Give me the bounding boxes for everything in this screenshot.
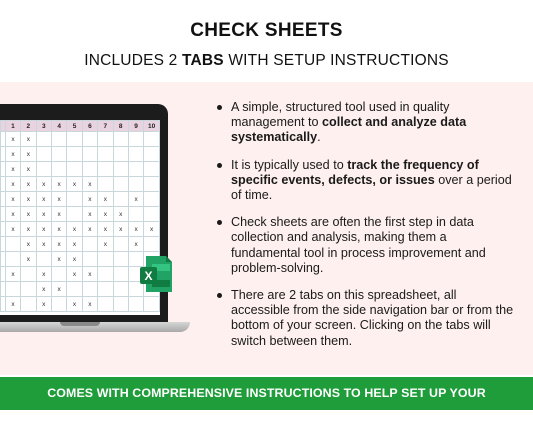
grid-cell[interactable]	[128, 162, 143, 177]
grid-row	[1, 162, 160, 177]
grid-row	[1, 177, 160, 192]
grid-cell[interactable]	[113, 267, 128, 282]
grid-cell[interactable]: x	[21, 207, 36, 222]
grid-cell[interactable]: x	[5, 267, 20, 282]
grid-cell[interactable]: x	[51, 207, 66, 222]
grid-cell[interactable]: x	[128, 192, 143, 207]
excel-icon-letter: X	[144, 269, 153, 283]
grid-cell[interactable]: x	[113, 222, 128, 237]
grid-cell[interactable]	[144, 147, 160, 162]
grid-cell[interactable]	[21, 282, 36, 297]
grid-cell[interactable]	[82, 282, 97, 297]
grid-cell[interactable]	[21, 297, 36, 312]
subtitle-part-1: INCLUDES 2	[84, 52, 182, 69]
grid-cell[interactable]: x	[82, 177, 97, 192]
grid-cell[interactable]: x	[98, 222, 113, 237]
grid-cell[interactable]	[144, 237, 160, 252]
grid-cell[interactable]	[144, 132, 160, 147]
grid-cell[interactable]	[98, 177, 113, 192]
bullet-item	[217, 215, 517, 276]
grid-cell[interactable]: x	[36, 282, 51, 297]
grid-cell[interactable]	[21, 267, 36, 282]
grid-cell[interactable]: x	[82, 192, 97, 207]
grid-cell[interactable]	[67, 162, 82, 177]
grid-cell[interactable]	[36, 147, 51, 162]
bullet-dot-icon	[217, 220, 222, 225]
grid-cell[interactable]	[67, 207, 82, 222]
grid-cell[interactable]: x	[36, 207, 51, 222]
grid-column-header[interactable]: 1	[5, 121, 20, 132]
grid-row	[1, 297, 160, 312]
grid-cell[interactable]: x	[21, 132, 36, 147]
grid-cell[interactable]	[51, 132, 66, 147]
grid-cell[interactable]	[98, 267, 113, 282]
grid-cell[interactable]: x	[5, 222, 20, 237]
grid-cell[interactable]: x	[98, 207, 113, 222]
grid-cell[interactable]	[98, 282, 113, 297]
grid-column-header[interactable]: 4	[51, 121, 66, 132]
grid-cell[interactable]: x	[5, 132, 20, 147]
grid-column-header[interactable]: 10	[144, 121, 160, 132]
grid-cell[interactable]	[82, 132, 97, 147]
grid-cell[interactable]	[51, 297, 66, 312]
bullet-text: It is typically used to	[231, 157, 348, 172]
grid-cell[interactable]	[5, 237, 20, 252]
bullet-dot-icon	[217, 105, 222, 110]
grid-cell[interactable]: x	[128, 237, 143, 252]
bullet-item	[217, 100, 517, 146]
grid-cell[interactable]: x	[21, 222, 36, 237]
grid-row	[1, 267, 160, 282]
grid-cell[interactable]: x	[21, 252, 36, 267]
grid-cell[interactable]	[144, 162, 160, 177]
bullet-text-end: over a period of time.	[231, 172, 512, 203]
grid-cell[interactable]: x	[82, 297, 97, 312]
grid-cell[interactable]: x	[67, 177, 82, 192]
grid-cell[interactable]	[113, 177, 128, 192]
grid-column-header[interactable]: 6	[82, 121, 97, 132]
grid-cell[interactable]	[67, 282, 82, 297]
grid-cell[interactable]	[128, 147, 143, 162]
grid-row	[1, 237, 160, 252]
grid-column-header[interactable]: 2	[21, 121, 36, 132]
grid-cell[interactable]	[51, 147, 66, 162]
bullet-dot-icon	[217, 293, 222, 298]
grid-cell[interactable]: x	[36, 177, 51, 192]
bullet-dot-icon	[217, 163, 222, 168]
grid-cell[interactable]	[128, 297, 143, 312]
grid-cell[interactable]	[98, 252, 113, 267]
grid-cell[interactable]: x	[36, 237, 51, 252]
grid-cell[interactable]	[51, 162, 66, 177]
grid-cell[interactable]: x	[5, 207, 20, 222]
grid-column-header[interactable]: 3	[36, 121, 51, 132]
grid-cell[interactable]: x	[36, 192, 51, 207]
page-subtitle	[0, 52, 533, 70]
grid-cell[interactable]: x	[21, 237, 36, 252]
grid-cell[interactable]	[113, 252, 128, 267]
grid-cell[interactable]: x	[67, 222, 82, 237]
grid-cell[interactable]: x	[113, 207, 128, 222]
grid-cell[interactable]: x	[21, 162, 36, 177]
grid-cell[interactable]: x	[67, 237, 82, 252]
grid-cell[interactable]: x	[5, 177, 20, 192]
grid-cell[interactable]	[113, 282, 128, 297]
grid-cell[interactable]	[98, 162, 113, 177]
subtitle-part-bold: TABS	[182, 52, 224, 69]
grid-column-header[interactable]: 9	[128, 121, 143, 132]
grid-cell[interactable]	[98, 297, 113, 312]
grid-cell[interactable]	[67, 192, 82, 207]
grid-cell[interactable]	[113, 237, 128, 252]
grid-cell[interactable]: x	[21, 177, 36, 192]
grid-cell[interactable]	[113, 162, 128, 177]
grid-cell[interactable]: x	[5, 162, 20, 177]
bullet-bold-text: collect and analyze data systematically	[231, 115, 467, 145]
grid-cell[interactable]: x	[36, 297, 51, 312]
grid-cell[interactable]: x	[67, 297, 82, 312]
grid-cell[interactable]	[113, 297, 128, 312]
bullet-text: There are 2 tabs on this spreadsheet, all accessible from the side navigation bar or from the bottom of your screen. Clicking on the tabs will switch between them.	[231, 288, 514, 348]
grid-cell[interactable]	[82, 237, 97, 252]
grid-header-row	[1, 121, 160, 132]
grid-cell[interactable]	[128, 177, 143, 192]
grid-cell[interactable]	[5, 252, 20, 267]
grid-row	[1, 252, 160, 267]
grid-cell[interactable]	[36, 252, 51, 267]
grid-cell[interactable]	[113, 132, 128, 147]
grid-cell[interactable]: x	[144, 222, 160, 237]
subtitle-part-2: WITH SETUP INSTRUCTIONS	[223, 52, 449, 69]
bullet-text-end: .	[317, 130, 321, 145]
grid-cell[interactable]	[113, 192, 128, 207]
footer-banner: COMES WITH COMPREHENSIVE INSTRUCTIONS TO HELP SET UP YOUR SPREADSHEET	[0, 377, 533, 410]
bullet-item	[217, 158, 517, 204]
grid-cell[interactable]: x	[36, 222, 51, 237]
excel-icon	[138, 254, 174, 294]
page-title: CHECK SHEETS	[190, 20, 343, 41]
grid-cell[interactable]	[144, 207, 160, 222]
grid-cell[interactable]: x	[98, 192, 113, 207]
laptop-notch	[60, 322, 100, 326]
spreadsheet-grid	[0, 120, 160, 312]
grid-cell[interactable]: x	[5, 297, 20, 312]
bullet-list	[217, 100, 517, 361]
bullet-text: Check sheets are often the first step in data collection and analysis, making them a fundamental tool in process improvement and problem-solving.	[231, 215, 486, 275]
grid-row	[1, 282, 160, 297]
grid-cell[interactable]: x	[51, 222, 66, 237]
grid-cell[interactable]	[82, 147, 97, 162]
grid-cell[interactable]: x	[36, 267, 51, 282]
grid-cell[interactable]	[51, 267, 66, 282]
grid-cell[interactable]: x	[5, 192, 20, 207]
grid-row	[1, 132, 160, 147]
grid-cell[interactable]: x	[5, 147, 20, 162]
grid-cell[interactable]	[144, 297, 160, 312]
grid-cell[interactable]	[144, 192, 160, 207]
grid-cell[interactable]: x	[51, 192, 66, 207]
grid-column-header[interactable]: 7	[98, 121, 113, 132]
grid-cell[interactable]: x	[67, 267, 82, 282]
grid-cell[interactable]	[82, 252, 97, 267]
grid-cell[interactable]	[98, 147, 113, 162]
grid-column-header[interactable]: 5	[67, 121, 82, 132]
grid-cell[interactable]	[82, 162, 97, 177]
grid-cell[interactable]	[128, 207, 143, 222]
grid-cell[interactable]: x	[51, 177, 66, 192]
grid-cell[interactable]: x	[21, 147, 36, 162]
grid-cell[interactable]: x	[51, 252, 66, 267]
grid-cell[interactable]: x	[128, 222, 143, 237]
grid-cell[interactable]	[98, 132, 113, 147]
grid-cell[interactable]	[67, 147, 82, 162]
grid-cell[interactable]	[144, 177, 160, 192]
grid-row	[1, 207, 160, 222]
grid-row	[1, 192, 160, 207]
grid-cell[interactable]: x	[98, 237, 113, 252]
laptop-screen	[0, 120, 160, 315]
grid-row	[1, 222, 160, 237]
grid-cell[interactable]: x	[82, 267, 97, 282]
grid-cell[interactable]	[36, 132, 51, 147]
grid-cell[interactable]	[5, 282, 20, 297]
bullet-item	[217, 288, 517, 349]
grid-cell[interactable]: x	[51, 237, 66, 252]
bullet-text: A simple, structured tool used in quality management to	[231, 100, 450, 130]
grid-cell[interactable]: x	[21, 192, 36, 207]
grid-cell[interactable]	[128, 132, 143, 147]
grid-cell[interactable]: x	[82, 207, 97, 222]
grid-cell[interactable]: x	[82, 222, 97, 237]
grid-cell[interactable]	[113, 147, 128, 162]
grid-column-header[interactable]: 8	[113, 121, 128, 132]
grid-cell[interactable]	[67, 132, 82, 147]
grid-row	[1, 147, 160, 162]
grid-cell[interactable]: x	[51, 282, 66, 297]
grid-cell[interactable]	[36, 162, 51, 177]
grid-cell[interactable]: x	[67, 252, 82, 267]
bullet-bold-text: track the frequency of specific events, defects, or issues	[231, 157, 479, 187]
header	[0, 0, 533, 82]
